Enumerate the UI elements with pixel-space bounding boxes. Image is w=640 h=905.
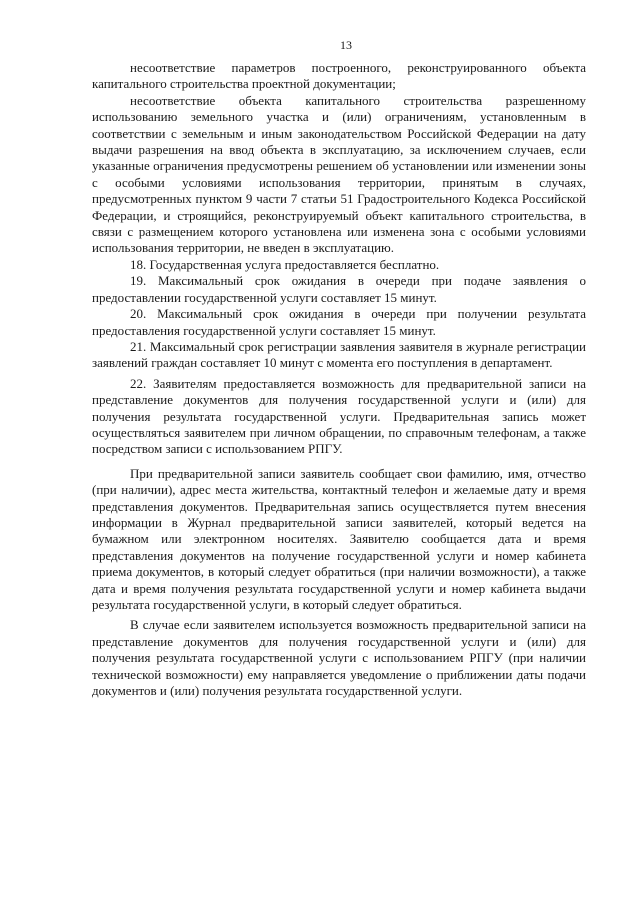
paragraph-21: 21. Максимальный срок регистрации заявления заявителя в журнале регистрации заявлений граждан составляет 10 минут с момента его поступления в департамент.	[92, 338, 586, 371]
paragraph-22: 22. Заявителям предоставляется возможность для предварительной записи на представление документов для получения государственной услуги и (или) для получения результата государственной услуги. Предварительная запись может осуществляться заявителем при личном обращении, по справочным телефонам, а также посредством записи с использованием РПГУ.	[92, 375, 586, 457]
paragraph-1: несоответствие параметров построенного, реконструированного объекта капитального строительства проектной документации;	[92, 60, 586, 92]
paragraph-18: 18. Государственная услуга предоставляется бесплатно.	[130, 256, 440, 272]
paragraph-19: 19. Максимальный срок ожидания в очереди при подаче заявления о предоставлении государственной услуги составляет 15 минут.	[92, 273, 586, 305]
page-number: 13	[340, 38, 352, 52]
paragraph-rpgu-notification: В случае если заявителем используется возможность предварительной записи на представление документов для получения государственной услуги и (или) для получения результата государственной услуги с использованием РПГУ (при наличии технической возможности) ему направляется уведомление о приближении даты подачи документов и (или) получения результата государственной услуги.	[92, 617, 586, 699]
document-body	[92, 60, 586, 699]
paragraph-preliminary-record: При предварительной записи заявитель сообщает свои фамилию, имя, отчество (при наличии), адрес места жительства, контактный телефон и желаемые дату и время представления документов. Предварительная запись осуществляется путем внесения информации в Журнал предварительной записи заявителей, который ведется на бумажном или электронном носителях. Заявителю сообщается дата и время представления документов на получение государственной услуги и номер кабинета приема документов, в который следует обратиться (при наличии возможности), а также дата и время получения результата государственной услуги и номер кабинета выдачи результата государственной услуги, в который следует обратиться.	[92, 465, 586, 612]
paragraph-20: 20. Максимальный срок ожидания в очереди при получении результата предоставления государственной услуги составляет 15 минут.	[92, 306, 586, 338]
paragraph-2: несоответствие объекта капитального строительства разрешенному использованию земельного участка и (или) ограничениям, установленным в соответствии с земельным и иным законодательством Российской Федерации на дату выдачи разрешения на ввод объекта в эксплуатацию, за исключением случаев, если указанные ограничения предусмотрены решением об установлении или изменении зоны с особыми условиями использования территории, принятым в случаях, предусмотренных пунктом 9 части 7 статьи 51 Градостроительного Кодекса Российской Федерации, и строящийся, реконструируемый объект капитального строительства, в связи с размещением которого установлена или изменена зона с особыми условиями использования территории, не введен в эксплуатацию.	[92, 92, 586, 256]
